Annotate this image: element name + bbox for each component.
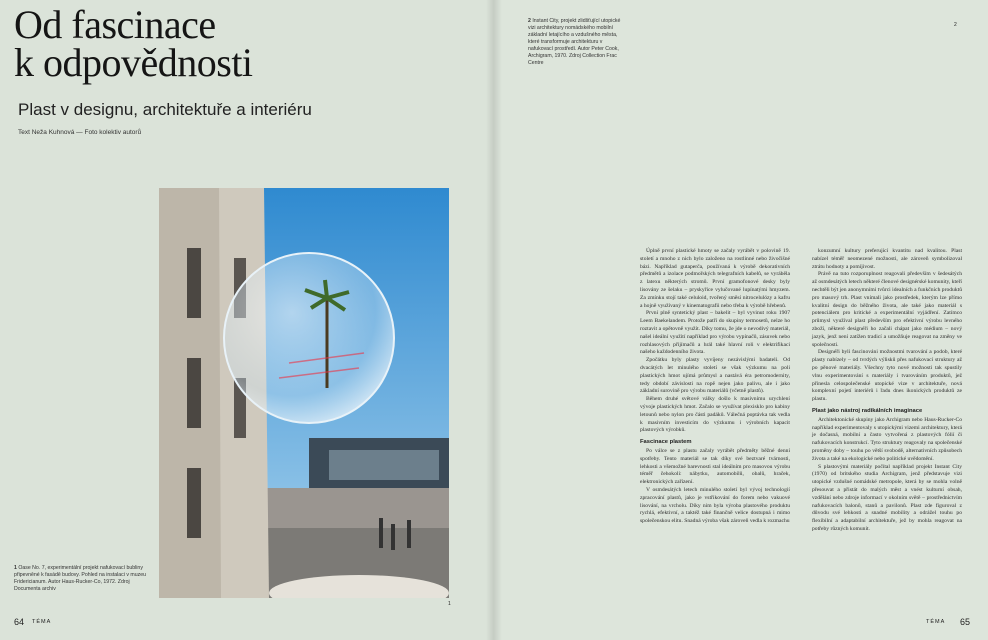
body-paragraph: Architektonické skupiny jako Archigram nebo Haus-Rucker-Co například experimentovaly s utopickými vizemi architektury, která je dočasná, mobilní a často vytvořená z plastových fólií či nafukovacích konstrukcí. Tyto struktury reagovaly na společenské proměny doby – touhu po větší svobodě, alternativních způsobech života a také na ekologické nebo politické uvědomění. <box>812 416 962 462</box>
body-column-2 <box>812 248 962 534</box>
section-heading: Fascinace plastem <box>640 439 692 446</box>
body-paragraph: V osmdesátých letech minulého století byl vývoj technologií zpracování plastů, jako je vstřikování do forem nebo vakuové lisování, na vrcholu. Díky nim byla výroba plastového produktu rychlá, efektivní, a taktéž také finančně velice dostupná i mimo společenskou elitu. Snadná výroba však zároveň vedla k rozmachu <box>640 486 790 525</box>
body-paragraph: Po válce se z plastu začaly vyrábět předměty běžné denní spotřeby. Tento materiál se tak díky své beztvaré tvárnosti, lehkosti a všemožné barevnosti stal ideálním pro masovou výrobu téměř čehokoli: nábytku, automobilů, obalů, hraček, elektronických zařízení. <box>640 447 790 486</box>
page-number-left: 64 <box>14 617 25 627</box>
right-page <box>494 0 988 640</box>
page-gutter <box>486 0 502 640</box>
photo-inflatable-bubble <box>159 188 449 598</box>
body-column-1 <box>640 248 790 526</box>
section-label-right: TÉMA <box>926 619 946 625</box>
right-photo-caption <box>528 18 626 67</box>
body-paragraph: Zpočátku byly plasty vyvíjeny nezávislými badateli. Od dvacátých let minulého století se však výzkumu na poli plastických hmot ujímá průmysl a nastává éra petromodernity, tedy období závislosti na ropě nejen jako palivu, ale i jako základní surovině pro výrobu materiálů (včetně plastů). <box>640 357 790 395</box>
page-number-right: 65 <box>960 617 971 627</box>
author-credit: Text Neža Kuhnová — Foto kolektiv autorů <box>18 129 142 136</box>
section-heading: Plast jako nástroj radikálních imaginace <box>812 407 923 414</box>
caption-number: 2 <box>528 18 531 24</box>
photo-number-right: 2 <box>954 22 957 28</box>
body-paragraph: Během druhé světové války došlo k masivnímu urychlení vývoje plastických hmot. Začalo se využívat plexisklo pro kabiny letounů nebo nylon pro části padáků. Válečná poptávka tak vedla k masivním investicím do výzkumu i výrobních kapacit plastových výrobků. <box>640 396 790 434</box>
caption-number: 1 <box>14 565 17 571</box>
photo-number-left: 1 <box>448 601 451 607</box>
body-paragraph: konzumní kultury preferující kvantitu nad kvalitou. Plast nabízel téměř neomezené možnosti, ale zároveň symbolizoval ztrátu hodnoty a pomíjivost. <box>812 248 962 270</box>
section-label-left: TÉMA <box>32 619 52 625</box>
body-paragraph: První plně syntetický plast – bakelit – byl vyvinut roku 1907 Leem Baekelandem. Protože patří do skupiny termosetů, nelze ho roztavit a opětovně využít. Díky tomu, že jde o nevodivý materiál, našel ideální využití například pro výrobu vypínačů, zásuvek nebo rozhlasových přijímačů a hrál také hlavní roli v elektrifikaci našeho každodenního života. <box>640 310 790 356</box>
body-paragraph: Designéři byli fascinováni možnostmi tvarování a podob, které plasty nabízely – od tvrdých výlisků přes nafukovací struktury až po pěnové materiály. Všechny tyto nové možnosti tak spustily vlnu experimentování s materiály i tvarováním produktů, jež přinesla celospolečenské utopické vize v architektuře, nová komplexní pojetí interiérů i řadu dnes ikonických produktů ze plastu. <box>812 349 962 403</box>
body-paragraph: S plastovými materiály počítal například projekt Instant City (1970) od britského studia Archigram, jenž představuje vizi utopické vzdušné nomádské metropole, která by se mohla volně přesouvat a přistát do malých měst a vnést kulturní obsah, vzdělání nebo zdroje informací v okolním světě – prostřednictvím nafukovacích balonů, stanů a pavilonů. Plast zde figuroval z důvodu své lehkosti a snadné mobility a odrážel touhu po flexibilní a adaptabilní architektuře, jež by mohla reagovat na potřeby různých komunit. <box>812 463 962 532</box>
article-title: Od fascinace k odpovědnosti <box>14 2 253 85</box>
body-paragraph: Úplně první plastické hmoty se začaly vyrábět v polovině 19. století a mnoho z nich bylo založeno na rostlinné nebo živočišné bázi. Například gutaperča, používaná k výrobě dekorativních předmětů a izolace podmořských telegrafních kabelů, se vyráběla z latexu některých stromů. První gramofonové desky byly lisovány ze šelaku – pryskyřice vylučované lupínatými hmyzem. Za zmínku stojí také celuloid, tvořený směsí nitrocelulózy a kafru a hojně využívaný v kinematografii nebo třeba k výrobě hřebenů. <box>640 248 790 309</box>
article-subtitle: Plast v designu, architektuře a interiéru <box>18 100 312 119</box>
caption-text: Instant City, projekt zlidšťující utopické vizi architektury nomádského mobilní základní letajícího a vzdušného města, které transformuje architekturu v nafukovací prostředí. Autor Peter Cook, Archigram, 1970. Zdroj Collection Frac Centre <box>528 18 621 66</box>
body-paragraph: Právě na tuto rozporuplnost reagovali především v šedesátých až osmdesátých letech některé členové designérské komunity, kteří nechtěli být jen anonymními tvůrci idealních a funkčních produktů pro masový trh. Plast vnímali jako prostředek, kterým lze přímo kvalitní design do běžného života, ale také jako materiál s potenciálem pro kritické a experimentální vyjádření. Zatímco průmysl využíval plast především pro efektivní výrobu levného zboží, některé designéři ho začali chápat jako médium – nový jazyk, jenž není zatížen tradicí a umožňuje reagovat na změny ve společnosti. <box>812 271 962 348</box>
bubble-building-illustration <box>159 188 449 598</box>
left-photo-caption <box>14 565 154 593</box>
caption-text: Oase No. 7, experimentální projekt nafukovací bubliny připevněné k fasádě budovy. Pohled na instalaci v muzeu Fridericianum. Autor Haus-Rucker-Co, 1972. Zdroj Documenta archiv <box>14 565 146 592</box>
